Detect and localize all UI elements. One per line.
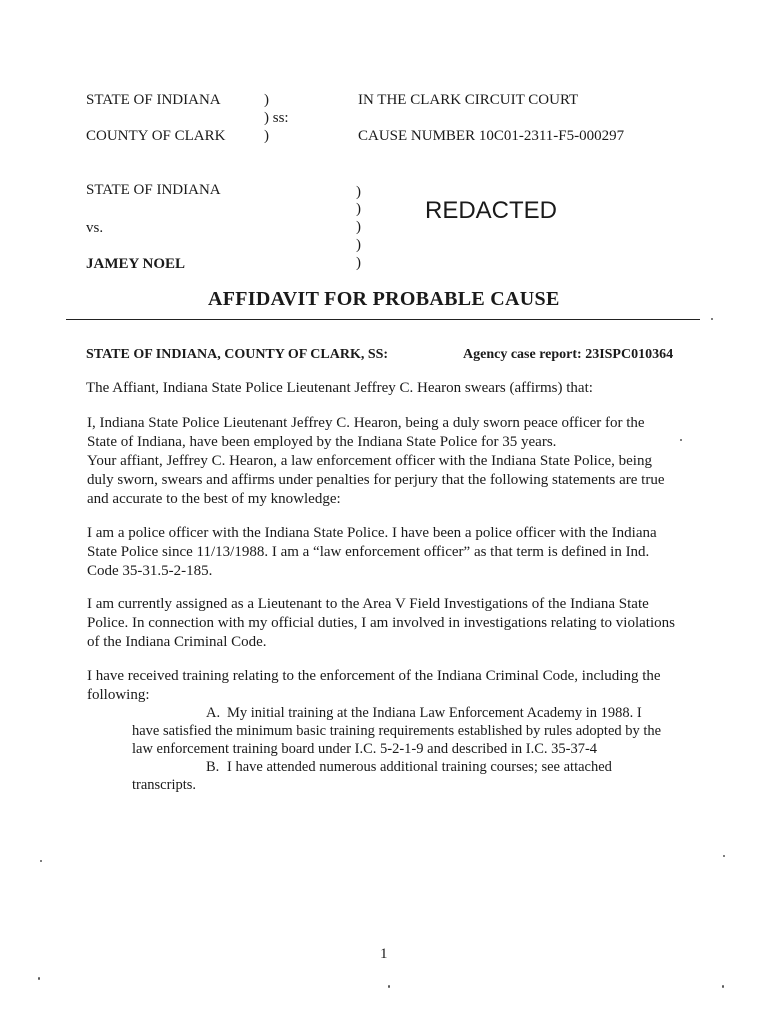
paragraph-line: I am a police officer with the Indiana State Police. I have been a police officer with the Indiana [87,525,657,541]
scan-speck [388,985,390,988]
paragraph-line: I, Indiana State Police Lieutenant Jeffrey C. Hearon, being a duly sworn peace officer for the [87,415,645,431]
paragraph-line: Code 35-31.5-2-185. [87,563,213,579]
page-number: 1 [380,946,388,962]
caption-county: COUNTY OF CLARK [86,128,226,144]
paragraph-line: and accurate to the best of my knowledge: [87,491,341,507]
court-name: IN THE CLARK CIRCUIT COURT [358,92,579,108]
parties-paren-4: ) [356,237,361,253]
paragraph-line: I am currently assigned as a Lieutenant to the Area V Field Investigations of the Indiana State [87,596,649,612]
paragraph-employment [87,414,691,509]
paragraph-line: duly sworn, swears and affirms under penalties for perjury that the following statements are true [87,472,665,488]
list-item-a [132,704,678,758]
document-title: AFFIDAVIT FOR PROBABLE CAUSE [208,288,560,310]
paragraph-officer-status [87,524,691,581]
scan-speck [723,855,725,857]
list-letter: A. [206,705,221,721]
agency-case-report: Agency case report: 23ISPC010364 [463,347,674,362]
affiant-intro: The Affiant, Indiana State Police Lieutenant Jeffrey C. Hearon swears (affirms) that: [86,380,593,396]
plaintiff-name: STATE OF INDIANA [86,182,221,198]
paragraph-line: of the Indiana Criminal Code. [87,634,267,650]
title-rule [66,319,700,320]
defendant-name: JAMEY NOEL [86,256,186,272]
redacted-stamp: REDACTED [425,197,558,224]
paragraph-line: Your affiant, Jeffrey C. Hearon, a law enforcement officer with the Indiana State Police, being [87,453,652,469]
list-line: law enforcement training board under I.C. 5-2-1-9 and described in I.C. 35-37-4 [132,741,598,757]
training-list [132,704,678,794]
list-letter: B. [206,759,220,775]
parties-paren-2: ) [356,201,361,217]
scan-speck [711,318,713,320]
paragraph-line: following: [87,687,150,703]
paragraph-line: State Police since 11/13/1988. I am a “law enforcement officer” as that term is defined in Ind. [87,544,650,560]
caption-state: STATE OF INDIANA [86,92,221,108]
paragraph-assignment [87,595,691,652]
list-line: I have attended numerous additional training courses; see attached [227,759,612,775]
paragraph-training [87,667,691,705]
scan-speck [722,985,724,988]
caption-paren-1: ) [264,92,269,108]
list-line: have satisfied the minimum basic training requirements established by rules adopted by the [132,723,662,739]
versus-label: vs. [86,220,104,236]
parties-paren-3: ) [356,219,361,235]
scan-speck [38,977,40,980]
caption-paren-3: ) [264,128,269,144]
parties-paren-1: ) [356,184,361,200]
parties-paren-5: ) [356,255,361,271]
venue-statement: STATE OF INDIANA, COUNTY OF CLARK, SS: [86,347,389,362]
paragraph-line: I have received training relating to the enforcement of the Indiana Criminal Code, including the [87,668,661,684]
scan-speck [680,439,682,441]
paragraph-line: Police. In connection with my official duties, I am involved in investigations relating to violations [87,615,675,631]
cause-number: CAUSE NUMBER 10C01-2311-F5-000297 [358,128,625,144]
list-line: My initial training at the Indiana Law Enforcement Academy in 1988. I [227,705,642,721]
paragraph-line: State of Indiana, have been employed by the Indiana State Police for 35 years. [87,434,557,450]
list-line: transcripts. [132,777,197,793]
caption-paren-ss: ) ss: [264,110,289,126]
scan-speck [40,860,42,862]
list-item-b [132,758,678,794]
